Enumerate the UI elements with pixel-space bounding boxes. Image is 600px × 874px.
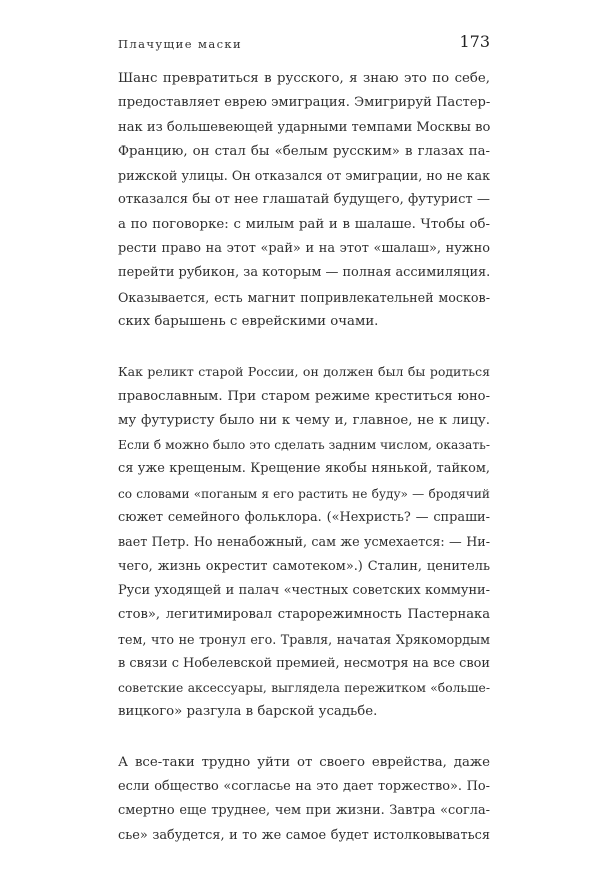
text-line: со словами «поганым я его растить не буду» — бродячий bbox=[118, 486, 490, 501]
text-line: нак из большевеющей ударными темпами Москвы во bbox=[118, 119, 491, 135]
text-line: рести право на этот «рай» и на этот «шалаш», нужно bbox=[118, 241, 490, 257]
text-line: ся уже крещеным. Крещение якобы нянькой, тайком, bbox=[118, 461, 490, 477]
text-line: Как реликт старой России, он должен был бы родиться bbox=[118, 364, 490, 380]
paragraph-3 bbox=[118, 751, 490, 848]
text-line: Если б можно было это сделать задним числом, оказать- bbox=[118, 438, 490, 453]
text-line: вицкого» разгула в барской усадьбе. bbox=[118, 704, 378, 720]
text-line: смертно еще труднее, чем при жизни. Завтра «согла- bbox=[118, 803, 490, 819]
text-line: Оказывается, есть магнит попривлекательней москов- bbox=[118, 289, 490, 305]
text-line: Руси уходящей и палач «честных советских коммуни- bbox=[118, 582, 490, 598]
text-line: сье» забудется, и то же самое будет истолковываться bbox=[118, 827, 490, 843]
text-line: советские аксессуары, выглядела пережитком «больше- bbox=[118, 681, 490, 696]
page-number: 173 bbox=[459, 32, 490, 51]
text-line: Шанс превратиться в русского, я знаю это по себе, bbox=[118, 71, 490, 86]
text-line: А все-таки трудно уйти от своего еврейства, даже bbox=[118, 754, 490, 770]
text-line: перейти рубикон, за которым — полная ассимиляция. bbox=[118, 265, 491, 281]
text-line: в связи с Нобелевской премией, несмотря на все свои bbox=[118, 655, 490, 671]
text-line: стов», легитимировал старорежимность Пастернака bbox=[118, 607, 490, 623]
text-line: если общество «согласье на это дает торжество». По- bbox=[118, 779, 490, 795]
text-line: Францию, он стал бы «белым русским» в глазах па- bbox=[118, 143, 490, 159]
text-line: сюжет семейного фольклора. («Нехристь? — спраши- bbox=[118, 510, 490, 526]
body-text bbox=[118, 67, 490, 874]
paragraph-2 bbox=[118, 360, 490, 724]
text-line: православным. При старом режиме креститься юно- bbox=[118, 388, 490, 404]
text-line: вает Петр. Но ненабожный, сам же усмехается: — Ни- bbox=[118, 534, 490, 550]
running-title: Плачущие маски bbox=[118, 37, 243, 51]
text-line: чего, жизнь окрестит самотеком».) Сталин, ценитель bbox=[118, 558, 490, 574]
paragraph-1 bbox=[118, 67, 490, 334]
text-line: рижской улицы. Он отказался от эмиграции, но не как bbox=[118, 168, 490, 184]
text-line: а по поговорке: с милым рай и в шалаше. Чтобы об- bbox=[118, 216, 490, 232]
text-line: ских барышень с еврейскими очами. bbox=[118, 313, 379, 329]
text-line: тем, что не тронул его. Травля, начатая Хрякомордым bbox=[118, 631, 490, 647]
text-line: му футуристу было ни к чему и, главное, не к лицу. bbox=[118, 412, 490, 428]
text-line: предоставляет еврею эмиграция. Эмигрируй Пастер- bbox=[118, 95, 491, 111]
text-line: отказался бы от нее глашатай будущего, футурист — bbox=[118, 192, 490, 208]
running-head bbox=[118, 34, 490, 54]
